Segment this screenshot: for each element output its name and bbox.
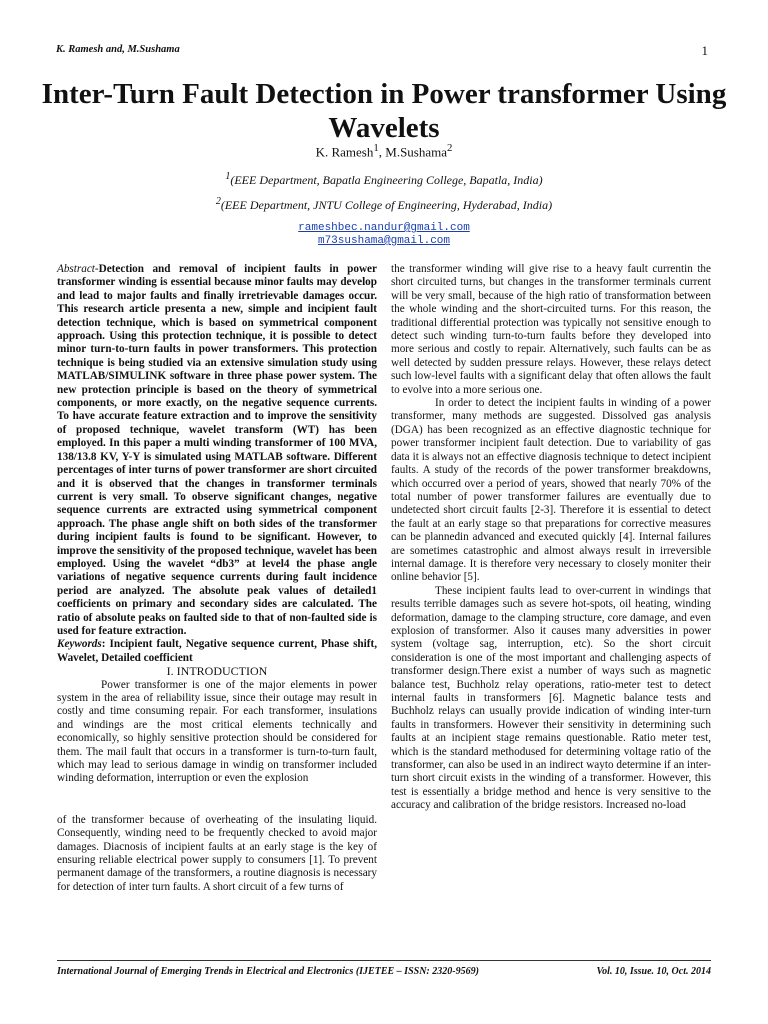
author-line <box>0 142 768 160</box>
author-2-superscript: 2 <box>447 142 453 154</box>
affiliation-2-text: (EEE Department, JNTU College of Engineering, Hyderabad, India) <box>220 198 553 212</box>
footer-journal: International Journal of Emerging Trends in Electrical and Electronics (IJETEE – ISSN: 2320-9569) <box>57 966 479 977</box>
keywords <box>57 638 377 665</box>
left-column <box>57 263 377 894</box>
intro-paragraph-2: of the transformer because of overheating of the insulating liquid. Consequently, winding need to be frequently checked to avoid major damages. Diacnosis of incipient faults at an early stage is the key of ensuring reliable electrical power supply to consumers [1]. To prevent permanent damage of the transformers, a routine diagnosis is necessary for detection of inter turn faults. A short circuit of a few turns of <box>57 813 377 893</box>
page-number: 1 <box>701 43 708 58</box>
footer <box>57 966 711 977</box>
affiliation-2 <box>0 196 768 213</box>
right-column <box>391 263 711 813</box>
abstract-lead: Abstract- <box>57 263 99 275</box>
intro-paragraph-1: Power transformer is one of the major elements in power system in the area of reliability issue, since their outage may result in costly and time consuming repair. For each transformer, insulations and windings are the most critical elements technically and economically, so highly sensitive protection should be considered for them. The mail fault that occurs in a transformer is turn-to-turn fault, which may lead to serious damage in windig on transformer included winding deformation, interruption or even the explosion <box>57 678 377 785</box>
author-1-superscript: 1 <box>373 142 379 154</box>
email-link-2[interactable]: m73sushama@gmail.com <box>317 235 451 247</box>
email-block <box>0 222 768 248</box>
affiliation-1-text: (EEE Department, Bapatla Engineering College, Bapatla, India) <box>230 173 543 187</box>
author-separator: , <box>378 144 386 160</box>
keywords-text: : Incipient fault, Negative sequence current, Phase shift, Wavelet, Detailed coefficient <box>57 638 377 664</box>
affiliation-1 <box>0 171 768 188</box>
right-paragraph-3: These incipient faults lead to over-current in windings that results terrible damages such as severe hot-spots, oil heating, winding deformation, damage to the clamping structure, core damage, and even explosion of transformer. Also it causes many adversities in power system (voltage sag, interruption, etc). So the short circuit consideration is one of the most important and challenging aspects of transformer design.There exist a number of ways such as magnetic balance test, Buchholz relay operations, ratio-meter test to detect internal faults in transformers [6]. Magnetic balance tests and Buchholz relays can usually provide indication of winding inter-turn faults in transformers. However their sensitivity in determining such faults at an incipient stage remains questionable. Ratio meter test, which is the standard methodused for determining voltage ratio of the transformer, can also be used in an indirect wayto determine if an inter-turn short circuit exists in the winding of a transformer. However, this test is essentially a bridge method and hence is very sensitive to the accuracy and calibration of the bridge resistors. Increased no-load <box>391 584 711 812</box>
paper-title: Inter-Turn Fault Detection in Power transformer Using Wavelets <box>41 78 727 144</box>
keywords-lead: Keywords <box>57 638 102 651</box>
right-paragraph-1: the transformer winding will give rise to a heavy fault currentin the short circuited turns, but changes in the transformer terminals current will be very small, because of the high ratio of transformation between the whole winding and the short-circuited turns. For this reason, the traditional differential protection was typically not sensitive enough to detect such winding turn-to-turn faults before they developed into more serious and costly to repair. Alternatively, such faults can be as well detected by sudden pressure relays. However, these relays detect such low-level faults with a significant delay that often allows the fault to evolve into a more serious one. <box>391 263 711 396</box>
affiliation-1-superscript: 1 <box>225 171 231 182</box>
column-gap <box>57 786 377 814</box>
author-2: M.Sushama <box>385 144 448 160</box>
right-paragraph-2: In order to detect the incipient faults in winding of a power transformer, many methods are suggested. Dissolved gas analysis (DGA) has been recognized as an effective diagnostic technique for power transformer incipient fault detection. Due to variability of gas data it is always not an effective diagnosis technique to detect incipient faults. A study of the records of the power transformer breakdowns, which occurred over a period of years, showed that nearly 70% of the total number of power transformer failures are eventually due to undetected short circuit faults [2-3]. Therefore it is essential to detect the fault at an early stage so that preparations for corrective measures can be plannedin advanced and executed quickly [4]. Internal failures are sometimes catastrophic and almost always result in irreversible internal damage. It is therefore very necessary to closely moniter their online behavior [5]. <box>391 397 711 584</box>
footer-rule <box>57 960 711 961</box>
abstract-text: Detection and removal of incipient faults in power transformer winding is essential because minor faults may develop and lead to major faults and finally irretrievable damages occur. This research article presenta a new, simple and incipient fault detection technique, which is based on symmetrical component approach. Using this protection technique, it is possible to detect minor turn-to-turn faults in power transformers. This protection technique is being studied via an extensive simulation study using MATLAB/SIMULINK software in three phase power system. The new protection principle is based on the theory of symmetrical components, or more exactly, on the negative sequence currents. To have accurate feature extraction and to improve the sensitivity of proposed technique, wavelet transform (WT) has been employed. In this paper a multi winding transformer of 100 MVA, 138/13.8 KV, Y-Y is simulated using MATLAB software. Different percentages of inter turns of power transformer are short circuited and it is observed that the changes in transformer terminals current is very small. To observe significant changes, negative sequence currents are extracted using symmetrical component approach. The phase angle shift on both sides of the transformer during incipient faults is found to be significant. However, to improve the sensitivity of the proposed technique, wavelet has been employed. Using the wavelet “db3” at level4 the phase angle variations of negative sequence currents during fault incidence period are analyzed. The absolute peak values of detailed1 coefficients on primary and secondary sides are calculated. The ratio of absolute peaks on faulted side to that of non-faulted side is used for feature extraction. <box>57 263 377 637</box>
author-1: K. Ramesh <box>315 144 374 160</box>
section-heading-introduction: I. INTRODUCTION <box>166 664 268 679</box>
footer-volume: Vol. 10, Issue. 10, Oct. 2014 <box>596 966 711 977</box>
email-link-1[interactable]: rameshbec.nandur@gmail.com <box>298 222 470 234</box>
abstract <box>57 263 377 638</box>
affiliation-2-superscript: 2 <box>215 196 221 207</box>
running-head: K. Ramesh and, M.Sushama <box>56 44 180 55</box>
